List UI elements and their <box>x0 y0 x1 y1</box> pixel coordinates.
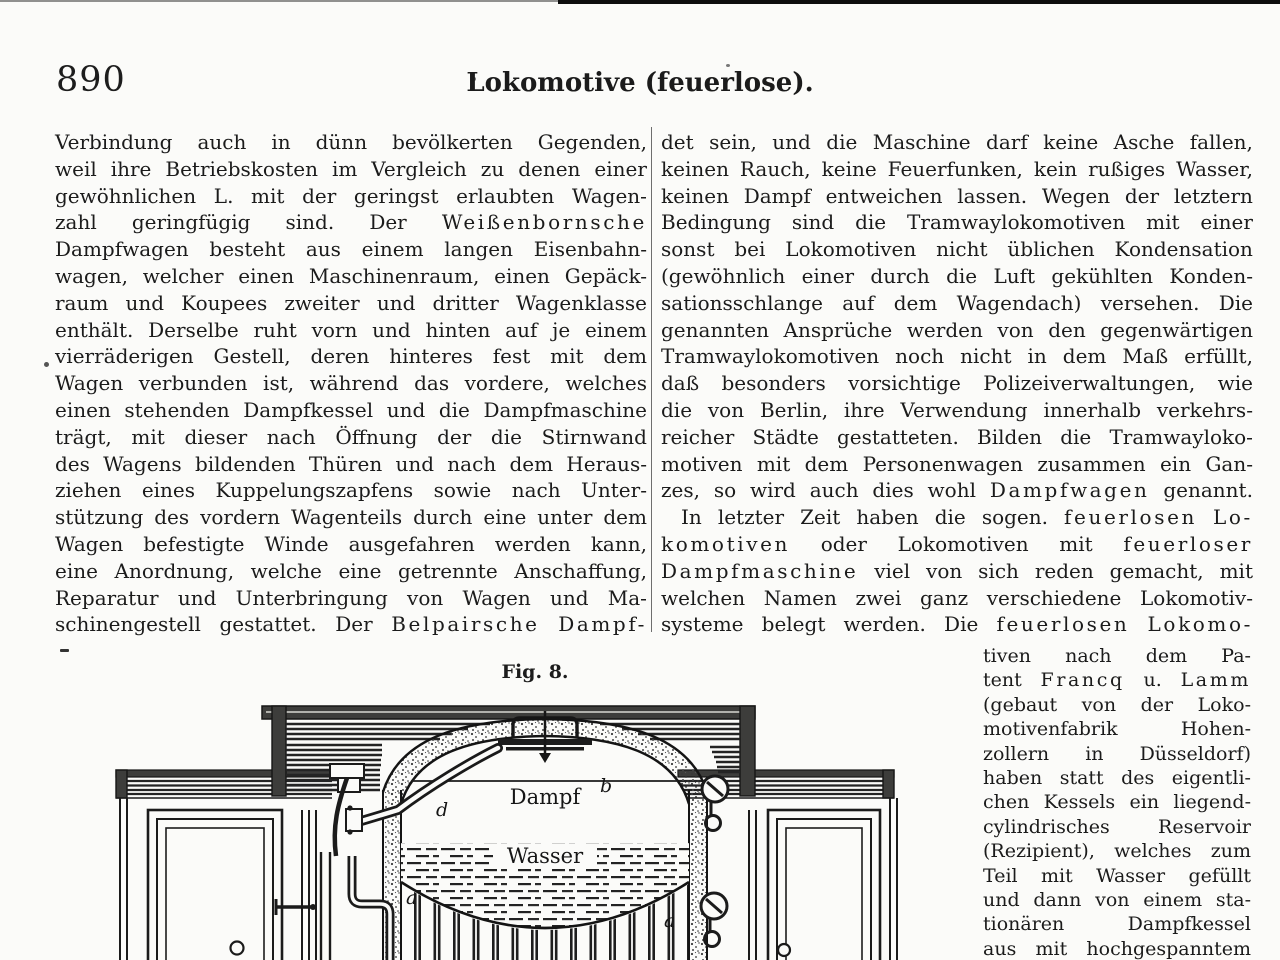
door-knob <box>231 942 244 955</box>
text-line: keinen Dampf entweichen lassen. Wegen der letztern <box>661 183 1253 208</box>
text-line: (gewöhnlich einer durch die Luft gekühlten Konden- <box>661 263 1253 288</box>
text-line: reicher Städte gestatteten. Bilden die Tramwayloko- <box>661 424 1253 449</box>
text-line: des Wagens bildenden Thüren und nach dem Heraus- <box>55 451 647 476</box>
column-divider <box>651 127 652 632</box>
text-line: Teil mit Wasser gefüllt <box>983 864 1251 887</box>
text-line: genannten Ansprüche werden von den gegenwärtigen <box>661 317 1253 342</box>
text-line: gewöhnlichen L. mit der geringst erlaubten Wagen- <box>55 183 647 208</box>
text-line: zes, so wird auch dies wohl Dampfwagen genannt. <box>661 478 1253 503</box>
text-line: tent Francq u. Lamm <box>983 669 1251 692</box>
text-line: tiven nach dem Pa- <box>983 645 1251 667</box>
label-d: d <box>436 799 449 821</box>
text-line: In letzter Zeit haben die sogen. feuerlosen Lo- <box>681 505 1253 530</box>
text-line: det sein, und die Maschine darf keine Asche fallen, <box>661 130 1253 154</box>
text-line: haben statt des eigentli- <box>983 766 1251 789</box>
text-line: einen stehenden Dampfkessel und die Dampfmaschine <box>55 397 647 422</box>
text-line: trägt, mit dieser nach Öffnung der die Stirnwand <box>55 424 647 449</box>
door-knob <box>778 944 790 956</box>
text-line: Dampfwagen besteht aus einem langen Eisenbahn- <box>55 237 647 262</box>
text-line: sationsschlange auf dem Wagendach) versehen. Die <box>661 290 1253 315</box>
figure-caption: Fig. 8. <box>501 661 569 683</box>
text-line: schinengestell gestattet. Der Belpairsche Dampf- <box>55 612 647 637</box>
text-line: chen Kessels ein liegend- <box>983 791 1251 814</box>
text-column-narrow <box>983 644 1251 960</box>
text-line: stützung des vordern Wagenteils durch eine unter dem <box>55 505 647 530</box>
label-water: Wasser <box>506 844 584 868</box>
text-line: vierräderigen Gestell, deren hinteres fest mit dem <box>55 344 647 369</box>
page-title: Lokomotive (feuerlose). <box>466 68 814 98</box>
label-steam: Dampf <box>509 785 581 809</box>
text-line: Bedingung sind die Tramwaylokomotiven mit einer <box>661 210 1253 235</box>
figure-engraving-fireless-locomotive <box>100 692 910 960</box>
text-line: und dann von einem sta- <box>983 888 1251 911</box>
text-line: tionären Dampfkessel <box>983 913 1251 936</box>
text-line: motiven mit dem Personenwagen zusammen ein Gan- <box>661 451 1253 476</box>
scan-edge-artifact <box>558 0 1280 4</box>
text-line: komotiven oder Lokomotiven mit feuerloser <box>661 531 1253 556</box>
scan-speck <box>60 649 69 652</box>
text-line: Verbindung auch in dünn bevölkerten Gegenden, <box>55 130 647 154</box>
text-line: zollern in Düsseldorf) <box>983 742 1251 765</box>
text-column-right <box>661 129 1253 638</box>
text-line: wagen, welcher einen Maschinenraum, einen Gepäck- <box>55 263 647 288</box>
text-line: systeme belegt werden. Die feuerlosen Lokomo- <box>661 612 1253 637</box>
scan-speck <box>44 362 49 367</box>
text-line: sonst bei Lokomotiven nicht üblichen Kondensation <box>661 237 1253 262</box>
text-line: cylindrisches Reservoir <box>983 815 1251 838</box>
label-b: b <box>600 775 613 797</box>
text-column-left <box>55 129 647 638</box>
scan-speck <box>726 64 730 67</box>
text-line: motivenfabrik Hohen- <box>983 718 1251 741</box>
text-line: zahl geringfügig sind. Der Weißenbornsche <box>55 210 647 235</box>
text-line: Dampfmaschine viel von sich reden gemacht, mit <box>661 558 1253 583</box>
text-line: weil ihre Betriebskosten im Vergleich zu denen einer <box>55 156 647 181</box>
text-line: Tramwaylokomotiven noch nicht in dem Maß erfüllt, <box>661 344 1253 369</box>
text-line: daß besonders vorsichtige Polizeiverwaltungen, wie <box>661 371 1253 396</box>
text-line: Reparatur und Unterbringung von Wagen und Ma- <box>55 585 647 610</box>
text-line: welchen Namen zwei ganz verschiedene Lokomotiv- <box>661 585 1253 610</box>
text-line: Wagen befestigte Winde ausgefahren werden kann, <box>55 531 647 556</box>
text-line: (gebaut von der Loko- <box>983 693 1251 716</box>
text-line: die von Berlin, ihre Verwendung innerhalb verkehrs- <box>661 397 1253 422</box>
text-line: aus mit hochgespanntem <box>983 937 1251 960</box>
reservoir-vessel <box>346 711 707 960</box>
label-a-left: a <box>406 887 418 909</box>
label-a-right: a <box>664 910 676 932</box>
text-line: (Rezipient), welches zum <box>983 840 1251 863</box>
page-number: 890 <box>56 60 126 100</box>
text-line: Wagen verbunden ist, während das vordere, welches <box>55 371 647 396</box>
carriage-left-wall <box>116 770 332 960</box>
text-line: keinen Rauch, keine Feuerfunken, kein rußiges Wasser, <box>661 156 1253 181</box>
text-line: raum und Koupees zweiter und dritter Wagenklasse <box>55 290 647 315</box>
text-line: enthält. Derselbe ruht vorn und hinten auf je einem <box>55 317 647 342</box>
text-line: eine Anordnung, welche eine getrennte Anschaffung, <box>55 558 647 583</box>
text-line: ziehen eines Kuppelungszapfens sowie nach Unter- <box>55 478 647 503</box>
